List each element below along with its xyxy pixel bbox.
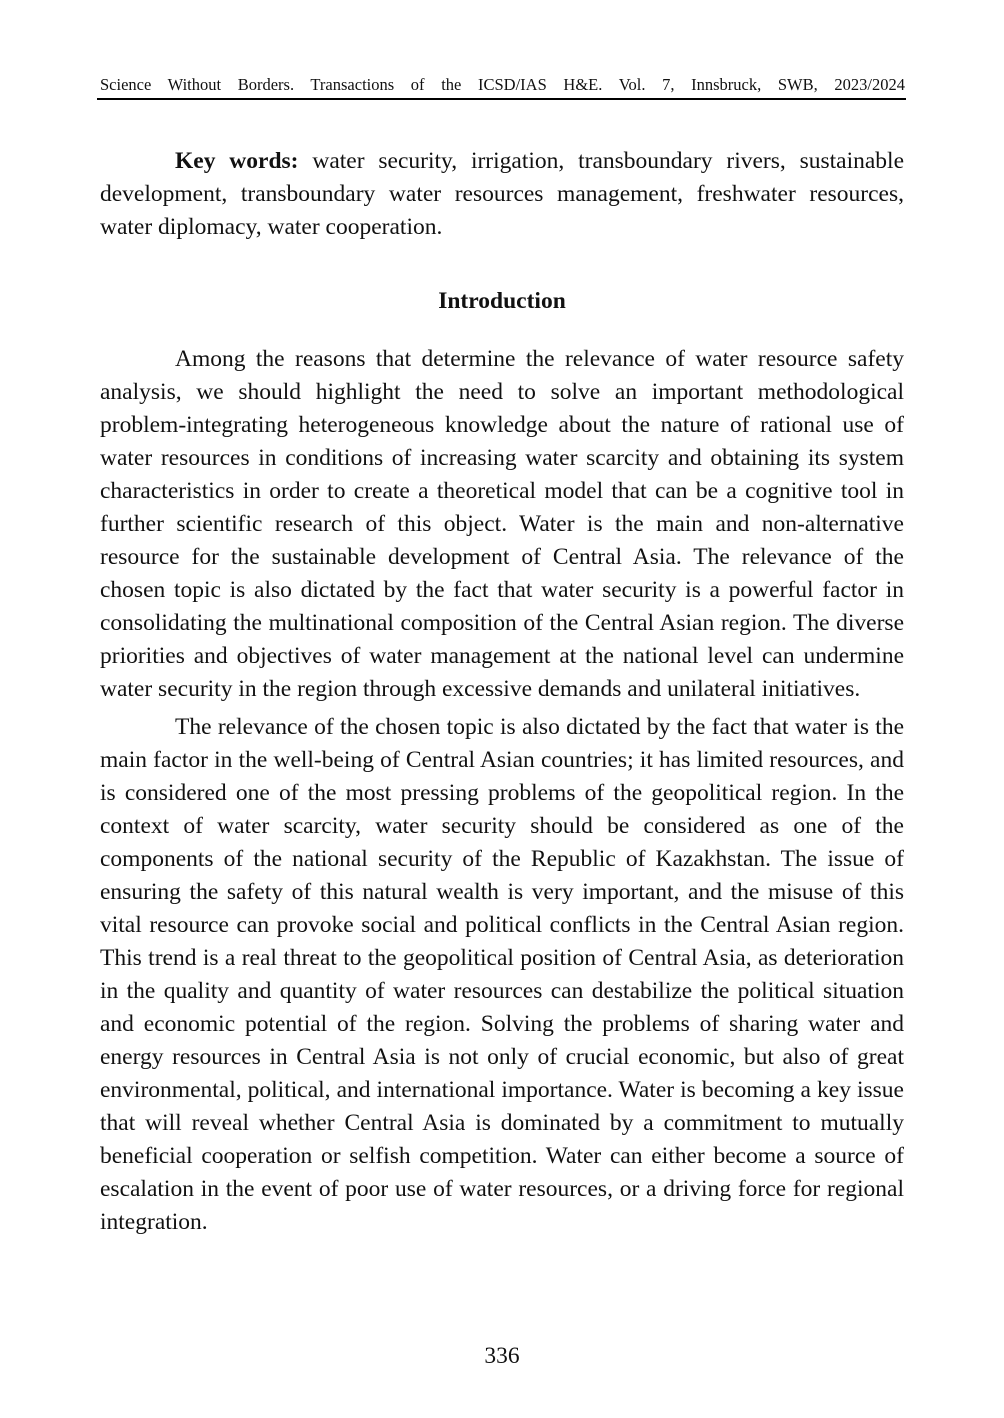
section-title: Introduction xyxy=(438,288,566,314)
keywords-block xyxy=(100,145,904,244)
running-header: Science Without Borders. Transactions of the ICSD/IAS H&E. Vol. 7, Innsbruck, SWB, 2023/2024 xyxy=(100,75,905,94)
introduction-body xyxy=(100,343,904,1239)
paragraph: Among the reasons that determine the relevance of water resource safety analysis, we should highlight the need to solve an important methodological problem-integrating heterogeneous knowledge about the nature of rational use of water resources in conditions of increasing water scarcity and obtaining its system characteristics in order to create a theoretical model that can be a cognitive tool in further scientific research of this object. Water is the main and non-alternative resource for the sustainable development of Central Asia. The relevance of the chosen topic is also dictated by the fact that water security is a powerful factor in consolidating the multinational composition of the Central Asian region. The diverse priorities and objectives of water management at the national level can undermine water security in the region through excessive demands and unilateral initiatives. xyxy=(100,346,904,702)
keywords-paragraph xyxy=(100,145,904,244)
paragraph: The relevance of the chosen topic is also dictated by the fact that water is the main factor in the well-being of Central Asian countries; it has limited resources, and is considered one of the most pressing problems of the geopolitical region. In the context of water scarcity, water security should be considered as one of the components of the national security of the Republic of Kazakhstan. The issue of ensuring the safety of this natural wealth is very important, and the misuse of this vital resource can provoke social and political conflicts in the Central Asian region. This trend is a real threat to the geopolitical position of Central Asia, as deterioration in the quality and quantity of water resources can destabilize the political situation and economic potential of the region. Solving the problems of sharing water and energy resources in Central Asia is not only of crucial economic, but also of great environmental, political, and international importance. Water is becoming a key issue that will reveal whether Central Asia is dominated by a commitment to mutually beneficial cooperation or selfish competition. Water can either become a source of escalation in the event of poor use of water resources, or a driving force for regional integration. xyxy=(100,714,904,1235)
header-rule xyxy=(97,98,906,100)
keywords-label: Key words: xyxy=(175,148,299,174)
keywords-text: water security, irrigation, transboundary rivers, sustainable development, transboundary water resources management, freshwater resources, water diplomacy, water cooperation. xyxy=(100,148,905,240)
page-number: 336 xyxy=(484,1343,520,1369)
